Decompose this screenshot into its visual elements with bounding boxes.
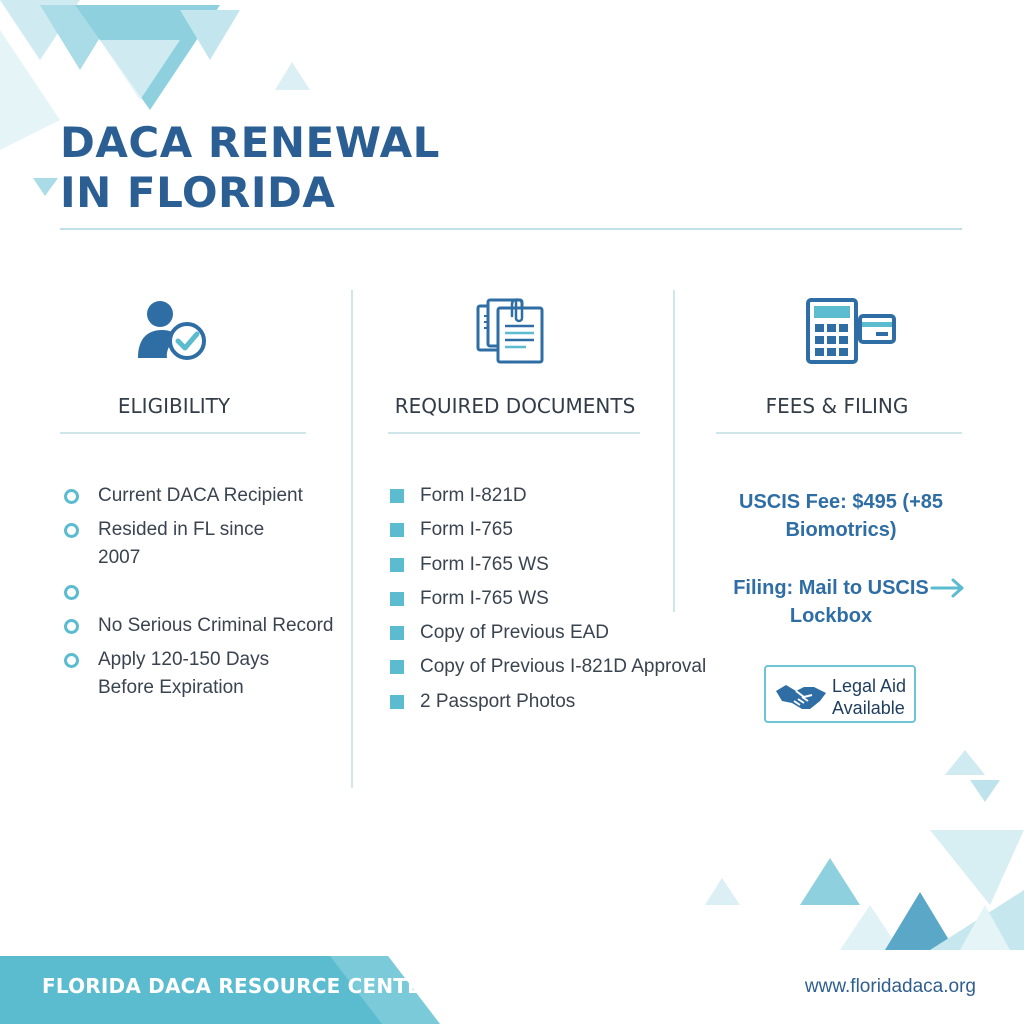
eligibility-rule: [60, 432, 306, 434]
list-item: Form I-765 WS: [390, 551, 730, 585]
list-item: No Serious Criminal Record: [62, 612, 352, 640]
title-divider: [60, 228, 962, 230]
fees-rule: [716, 432, 962, 434]
circle-bullet-icon: [64, 585, 79, 600]
eligibility-list: [62, 482, 352, 702]
documents-list: [390, 482, 730, 722]
documents-icon: [476, 296, 546, 364]
fees-heading: FEES & FILING: [765, 394, 909, 418]
list-item: Current DACA Recipient: [62, 482, 352, 510]
list-item: Form I-765: [390, 516, 730, 550]
eligibility-heading: ELIGIBILITY: [117, 394, 231, 418]
circle-bullet-icon: [64, 489, 79, 504]
calculator-card-icon: [806, 298, 896, 364]
list-item: [62, 578, 352, 606]
list-item: Form I-821D: [390, 482, 730, 516]
list-item: Resided in FL since 2007: [62, 516, 288, 572]
documents-rule: [388, 432, 640, 434]
page-title: [60, 118, 440, 218]
circle-bullet-icon: [64, 523, 79, 538]
title-line-1: DACA RENEWAL: [60, 118, 440, 167]
square-bullet-icon: [390, 523, 404, 537]
documents-heading: REQUIRED DOCUMENTS: [394, 394, 636, 418]
person-check-icon: [136, 298, 210, 362]
list-item: Form I-765 WS: [390, 585, 730, 619]
circle-bullet-icon: [64, 619, 79, 634]
square-bullet-icon: [390, 558, 404, 572]
list-item: Apply 120-150 Days Before Expiration: [62, 646, 288, 702]
filing-text: Filing: Mail to USCIS Lockbox: [733, 577, 929, 627]
handshake-icon: [774, 681, 828, 711]
square-bullet-icon: [390, 695, 404, 709]
circle-bullet-icon: [64, 653, 79, 668]
legal-aid-badge[interactable]: [764, 665, 916, 723]
title-line-2: IN FLORIDA: [60, 168, 336, 217]
legal-aid-label: Legal Aid Available: [832, 676, 907, 718]
footer-website-link[interactable]: www.floridadaca.org: [804, 976, 976, 997]
list-item: Copy of Previous I-821D Approval: [390, 653, 730, 687]
uscis-fee-text: USCIS Fee: $495 (+85 Biomotrics): [739, 491, 943, 541]
square-bullet-icon: [390, 592, 404, 606]
square-bullet-icon: [390, 626, 404, 640]
list-item: 2 Passport Photos: [390, 688, 730, 722]
square-bullet-icon: [390, 660, 404, 674]
list-item: Copy of Previous EAD: [390, 619, 730, 653]
arrow-right-icon: [930, 578, 966, 598]
footer-organization-name: FLORIDA DACA RESOURCE CENTER: [42, 974, 437, 998]
square-bullet-icon: [390, 489, 404, 503]
